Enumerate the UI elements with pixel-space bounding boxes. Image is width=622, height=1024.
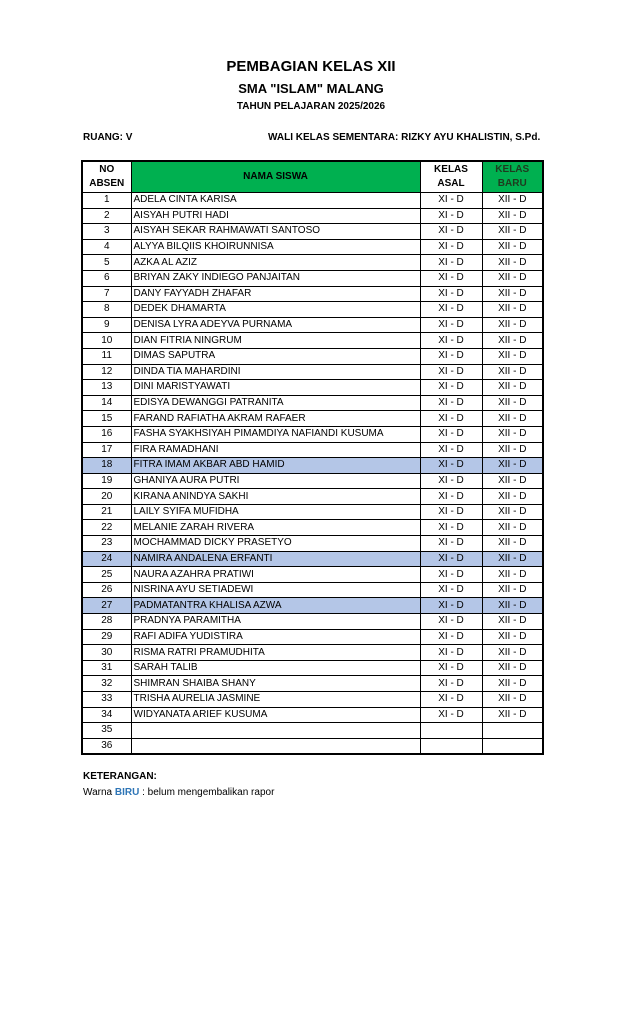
kelas-asal: XI - D — [420, 239, 482, 255]
table-row — [82, 723, 543, 739]
table-row — [82, 707, 543, 723]
kelas-asal: XI - D — [420, 520, 482, 536]
kelas-asal: XI - D — [420, 286, 482, 302]
kelas-asal: XI - D — [420, 411, 482, 427]
student-name: DINI MARISTYAWATI — [131, 380, 420, 396]
row-number: 33 — [82, 692, 131, 708]
kelas-baru: XII - D — [482, 255, 543, 271]
row-number: 28 — [82, 614, 131, 630]
kelas-baru: XII - D — [482, 364, 543, 380]
table-row — [82, 520, 543, 536]
table-row — [82, 582, 543, 598]
row-number: 35 — [82, 723, 131, 739]
row-number: 18 — [82, 458, 131, 474]
kelas-baru — [482, 723, 543, 739]
table-row — [82, 380, 543, 396]
kelas-baru: XII - D — [482, 380, 543, 396]
kelas-asal: XI - D — [420, 364, 482, 380]
row-number: 8 — [82, 302, 131, 318]
kelas-asal: XI - D — [420, 551, 482, 567]
kelas-baru: XII - D — [482, 660, 543, 676]
kelas-baru: XII - D — [482, 193, 543, 209]
student-name: DINDA TIA MAHARDINI — [131, 364, 420, 380]
kelas-baru: XII - D — [482, 473, 543, 489]
student-name: DIMAS SAPUTRA — [131, 348, 420, 364]
table-row — [82, 738, 543, 754]
kelas-baru: XII - D — [482, 395, 543, 411]
student-name: SARAH TALIB — [131, 660, 420, 676]
kelas-baru: XII - D — [482, 536, 543, 552]
kelas-baru: XII - D — [482, 286, 543, 302]
student-name: GHANIYA AURA PUTRI — [131, 473, 420, 489]
header-kelas-asal: KELAS ASAL — [420, 161, 482, 193]
student-name: DENISA LYRA ADEYVA PURNAMA — [131, 317, 420, 333]
row-number: 32 — [82, 676, 131, 692]
student-name: FIRA RAMADHANI — [131, 442, 420, 458]
kelas-asal: XI - D — [420, 473, 482, 489]
student-name: EDISYA DEWANGGI PATRANITA — [131, 395, 420, 411]
row-number: 4 — [82, 239, 131, 255]
row-number: 26 — [82, 582, 131, 598]
table-row — [82, 504, 543, 520]
kelas-baru: XII - D — [482, 224, 543, 240]
table-row — [82, 692, 543, 708]
row-number: 12 — [82, 364, 131, 380]
kelas-asal: XI - D — [420, 224, 482, 240]
kelas-asal: XI - D — [420, 458, 482, 474]
kelas-baru: XII - D — [482, 442, 543, 458]
notes-color-word: BIRU — [114, 787, 140, 798]
student-name: RISMA RATRI PRAMUDHITA — [131, 645, 420, 661]
kelas-baru: XII - D — [482, 333, 543, 349]
table-header-row — [82, 161, 543, 193]
kelas-asal: XI - D — [420, 707, 482, 723]
table-row — [82, 645, 543, 661]
header-name: NAMA SISWA — [131, 161, 420, 193]
kelas-asal: XI - D — [420, 567, 482, 583]
kelas-asal: XI - D — [420, 302, 482, 318]
kelas-baru — [482, 738, 543, 754]
kelas-baru: XII - D — [482, 614, 543, 630]
table-row — [82, 286, 543, 302]
table-row — [82, 348, 543, 364]
student-name — [131, 723, 420, 739]
table-body — [82, 193, 543, 755]
class-division-table — [81, 160, 544, 755]
student-name: AZKA AL AZIZ — [131, 255, 420, 271]
kelas-baru: XII - D — [482, 208, 543, 224]
student-name: DEDEK DHAMARTA — [131, 302, 420, 318]
student-name: ADELA CINTA KARISA — [131, 193, 420, 209]
kelas-asal — [420, 723, 482, 739]
notes-text: Warna BIRU : belum mengembalikan rapor — [83, 787, 275, 798]
table-row — [82, 224, 543, 240]
kelas-baru: XII - D — [482, 411, 543, 427]
row-number: 21 — [82, 504, 131, 520]
student-name: AISYAH PUTRI HADI — [131, 208, 420, 224]
row-number: 1 — [82, 193, 131, 209]
row-number: 23 — [82, 536, 131, 552]
table-row — [82, 489, 543, 505]
kelas-baru: XII - D — [482, 551, 543, 567]
kelas-asal: XI - D — [420, 629, 482, 645]
kelas-baru: XII - D — [482, 317, 543, 333]
student-name: DIAN FITRIA NINGRUM — [131, 333, 420, 349]
school-name: SMA "ISLAM" MALANG — [238, 81, 384, 96]
student-name: MELANIE ZARAH RIVERA — [131, 520, 420, 536]
student-name: NAURA AZAHRA PRATIWI — [131, 567, 420, 583]
student-name: AISYAH SEKAR RAHMAWATI SANTOSO — [131, 224, 420, 240]
kelas-baru: XII - D — [482, 458, 543, 474]
kelas-asal: XI - D — [420, 442, 482, 458]
kelas-asal: XI - D — [420, 598, 482, 614]
homeroom-teacher: WALI KELAS SEMENTARA: RIZKY AYU KHALISTIN, S.Pd. — [268, 132, 541, 143]
student-name: NAMIRA ANDALENA ERFANTI — [131, 551, 420, 567]
table-row — [82, 317, 543, 333]
table-row — [82, 255, 543, 271]
student-name — [131, 738, 420, 754]
table-row — [82, 598, 543, 614]
kelas-baru: XII - D — [482, 567, 543, 583]
student-name: ALYYA BILQIIS KHOIRUNNISA — [131, 239, 420, 255]
kelas-baru: XII - D — [482, 629, 543, 645]
student-name: FARAND RAFIATHA AKRAM RAFAER — [131, 411, 420, 427]
kelas-baru: XII - D — [482, 302, 543, 318]
kelas-baru: XII - D — [482, 348, 543, 364]
kelas-asal — [420, 738, 482, 754]
row-number: 3 — [82, 224, 131, 240]
table-row — [82, 333, 543, 349]
table-row — [82, 458, 543, 474]
student-name: PADMATANTRA KHALISA AZWA — [131, 598, 420, 614]
kelas-baru: XII - D — [482, 520, 543, 536]
table-row — [82, 629, 543, 645]
student-name: WIDYANATA ARIEF KUSUMA — [131, 707, 420, 723]
kelas-baru: XII - D — [482, 239, 543, 255]
row-number: 11 — [82, 348, 131, 364]
table-row — [82, 302, 543, 318]
kelas-baru: XII - D — [482, 598, 543, 614]
kelas-baru: XII - D — [482, 270, 543, 286]
kelas-baru: XII - D — [482, 645, 543, 661]
table-row — [82, 208, 543, 224]
table-row — [82, 395, 543, 411]
student-name: DANY FAYYADH ZHAFAR — [131, 286, 420, 302]
kelas-baru: XII - D — [482, 676, 543, 692]
kelas-baru: XII - D — [482, 426, 543, 442]
student-name: NISRINA AYU SETIADEWI — [131, 582, 420, 598]
student-name: FITRA IMAM AKBAR ABD HAMID — [131, 458, 420, 474]
row-number: 16 — [82, 426, 131, 442]
row-number: 10 — [82, 333, 131, 349]
kelas-asal: XI - D — [420, 536, 482, 552]
row-number: 17 — [82, 442, 131, 458]
table-row — [82, 426, 543, 442]
student-name: TRISHA AURELIA JASMINE — [131, 692, 420, 708]
row-number: 30 — [82, 645, 131, 661]
header-kelas-baru: KELAS BARU — [482, 161, 543, 193]
kelas-baru: XII - D — [482, 489, 543, 505]
row-number: 22 — [82, 520, 131, 536]
row-number: 25 — [82, 567, 131, 583]
kelas-asal: XI - D — [420, 489, 482, 505]
kelas-baru: XII - D — [482, 582, 543, 598]
table-row — [82, 660, 543, 676]
kelas-asal: XI - D — [420, 255, 482, 271]
kelas-asal: XI - D — [420, 582, 482, 598]
table-row — [82, 676, 543, 692]
table-row — [82, 239, 543, 255]
kelas-asal: XI - D — [420, 645, 482, 661]
header-no: NO ABSEN — [82, 161, 131, 193]
table-row — [82, 567, 543, 583]
row-number: 36 — [82, 738, 131, 754]
student-name: RAFI ADIFA YUDISTIRA — [131, 629, 420, 645]
row-number: 27 — [82, 598, 131, 614]
table-row — [82, 442, 543, 458]
student-name: KIRANA ANINDYA SAKHI — [131, 489, 420, 505]
row-number: 34 — [82, 707, 131, 723]
kelas-asal: XI - D — [420, 333, 482, 349]
kelas-baru: XII - D — [482, 707, 543, 723]
table-row — [82, 411, 543, 427]
table-row — [82, 614, 543, 630]
kelas-asal: XI - D — [420, 208, 482, 224]
kelas-asal: XI - D — [420, 676, 482, 692]
kelas-asal: XI - D — [420, 348, 482, 364]
row-number: 29 — [82, 629, 131, 645]
kelas-asal: XI - D — [420, 660, 482, 676]
kelas-baru: XII - D — [482, 504, 543, 520]
table-row — [82, 193, 543, 209]
kelas-baru: XII - D — [482, 692, 543, 708]
kelas-asal: XI - D — [420, 614, 482, 630]
table-row — [82, 270, 543, 286]
kelas-asal: XI - D — [420, 395, 482, 411]
row-number: 7 — [82, 286, 131, 302]
student-name: MOCHAMMAD DICKY PRASETYO — [131, 536, 420, 552]
student-name: FASHA SYAKHSIYAH PIMAMDIYA NAFIANDI KUSUMA — [131, 426, 420, 442]
student-name: LAILY SYIFA MUFIDHA — [131, 504, 420, 520]
table-row — [82, 551, 543, 567]
kelas-asal: XI - D — [420, 380, 482, 396]
kelas-asal: XI - D — [420, 426, 482, 442]
row-number: 24 — [82, 551, 131, 567]
student-name: PRADNYA PARAMITHA — [131, 614, 420, 630]
table-row — [82, 536, 543, 552]
row-number: 15 — [82, 411, 131, 427]
kelas-asal: XI - D — [420, 692, 482, 708]
kelas-asal: XI - D — [420, 317, 482, 333]
row-number: 13 — [82, 380, 131, 396]
row-number: 14 — [82, 395, 131, 411]
row-number: 9 — [82, 317, 131, 333]
notes-title: KETERANGAN: — [83, 771, 157, 782]
row-number: 31 — [82, 660, 131, 676]
table-row — [82, 473, 543, 489]
row-number: 2 — [82, 208, 131, 224]
table-row — [82, 364, 543, 380]
row-number: 5 — [82, 255, 131, 271]
row-number: 19 — [82, 473, 131, 489]
row-number: 20 — [82, 489, 131, 505]
kelas-asal: XI - D — [420, 504, 482, 520]
document-title: PEMBAGIAN KELAS XII — [226, 58, 396, 75]
academic-year: TAHUN PELAJARAN 2025/2026 — [236, 101, 386, 112]
kelas-asal: XI - D — [420, 193, 482, 209]
room-label: RUANG: V — [83, 132, 133, 143]
row-number: 6 — [82, 270, 131, 286]
student-name: SHIMRAN SHAIBA SHANY — [131, 676, 420, 692]
student-name: BRIYAN ZAKY INDIEGO PANJAITAN — [131, 270, 420, 286]
kelas-asal: XI - D — [420, 270, 482, 286]
